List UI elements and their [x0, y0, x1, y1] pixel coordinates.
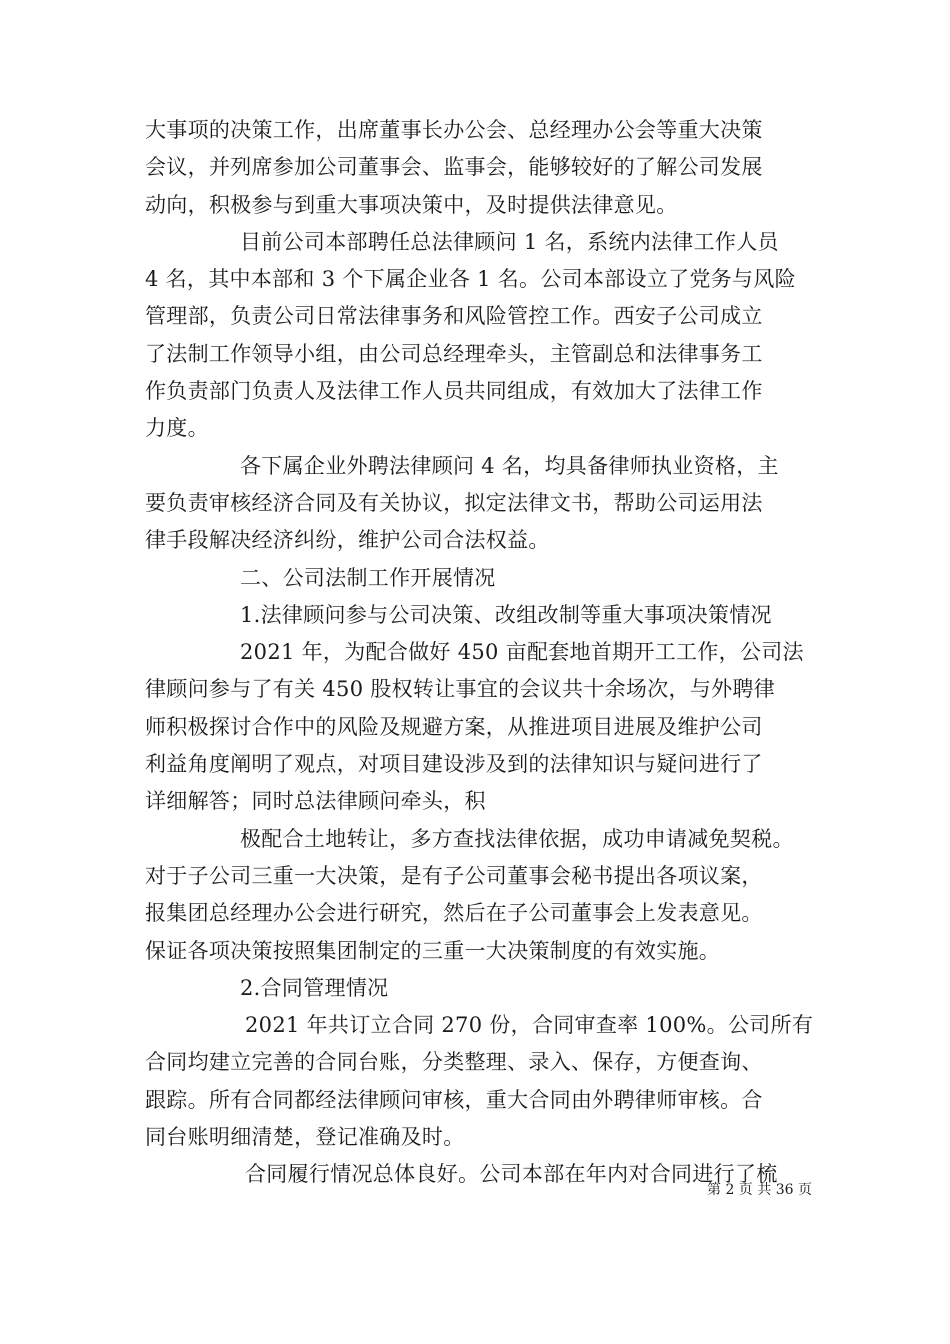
text-line: 目前公司本部聘任总法律顾问 1 名，系统内法律工作人员 — [240, 229, 779, 254]
text-line: 作负责部门负责人及法律工作人员共同组成，有效加大了法律工作 — [145, 379, 763, 404]
text-line: 报集团总经理办公会进行研究，然后在子公司董事会上发表意见。 — [145, 901, 763, 926]
subsection-heading: 2.合同管理情况 — [240, 975, 389, 1000]
text-line: 律手段解决经济纠纷，维护公司合法权益。 — [145, 528, 550, 553]
section-heading: 二、公司法制工作开展情况 — [240, 565, 496, 590]
text-line: 保证各项决策按照集团制定的三重一大决策制度的有效实施。 — [145, 938, 721, 963]
text-line: 2021 年共订立合同 270 份，合同审查率 100%。公司所有 — [245, 1013, 814, 1038]
document-body — [145, 112, 825, 1194]
text-line: 同台账明细清楚，登记准确及时。 — [145, 1125, 465, 1150]
text-line: 2021 年，为配合做好 450 亩配套地首期开工工作，公司法 — [240, 640, 804, 665]
text-line: 师积极探讨合作中的风险及规避方案，从推进项目进展及维护公司 — [145, 714, 763, 739]
text-line: 各下属企业外聘法律顾问 4 名，均具备律师执业资格，主 — [240, 453, 779, 478]
subsection-heading: 1.法律顾问参与公司决策、改组改制等重大事项决策情况 — [240, 602, 772, 627]
text-line: 极配合土地转让，多方查找法律依据，成功申请减免契税。 — [240, 826, 794, 851]
text-line: 力度。 — [145, 416, 209, 441]
text-line: 详细解答；同时总法律顾问牵头，积 — [145, 789, 486, 814]
text-line: 合同履行情况总体良好。公司本部在年内对合同进行了梳 — [245, 1162, 778, 1187]
text-line: 跟踪。所有合同都经法律顾问审核，重大合同由外聘律师审核。合 — [145, 1087, 763, 1112]
text-line: 4 名，其中本部和 3 个下属企业各 1 名。公司本部设立了党务与风险 — [145, 267, 796, 292]
text-line: 了法制工作领导小组，由公司总经理牵头，主管副总和法律事务工 — [145, 341, 763, 366]
text-line: 对于子公司三重一大决策，是有子公司董事会秘书提出各项议案， — [145, 863, 763, 888]
text-line: 会议，并列席参加公司董事会、监事会，能够较好的了解公司发展 — [145, 155, 763, 180]
text-line: 合同均建立完善的合同台账，分类整理、录入、保存，方便查询、 — [145, 1050, 763, 1075]
text-line: 大事项的决策工作，出席董事长办公会、总经理办公会等重大决策 — [145, 118, 763, 142]
text-line: 管理部，负责公司日常法律事务和风险管控工作。西安子公司成立 — [145, 304, 763, 329]
text-line: 律顾问参与了有关 450 股权转让事宜的会议共十余场次，与外聘律 — [145, 677, 776, 702]
page-number-footer: 第 2 页 共 36 页 — [707, 1182, 812, 1198]
text-line: 利益角度阐明了观点，对项目建设涉及到的法律知识与疑问进行了 — [145, 752, 763, 777]
text-line: 动向，积极参与到重大事项决策中，及时提供法律意见。 — [145, 192, 678, 217]
text-line: 要负责审核经济合同及有关协议，拟定法律文书，帮助公司运用法 — [145, 490, 763, 515]
